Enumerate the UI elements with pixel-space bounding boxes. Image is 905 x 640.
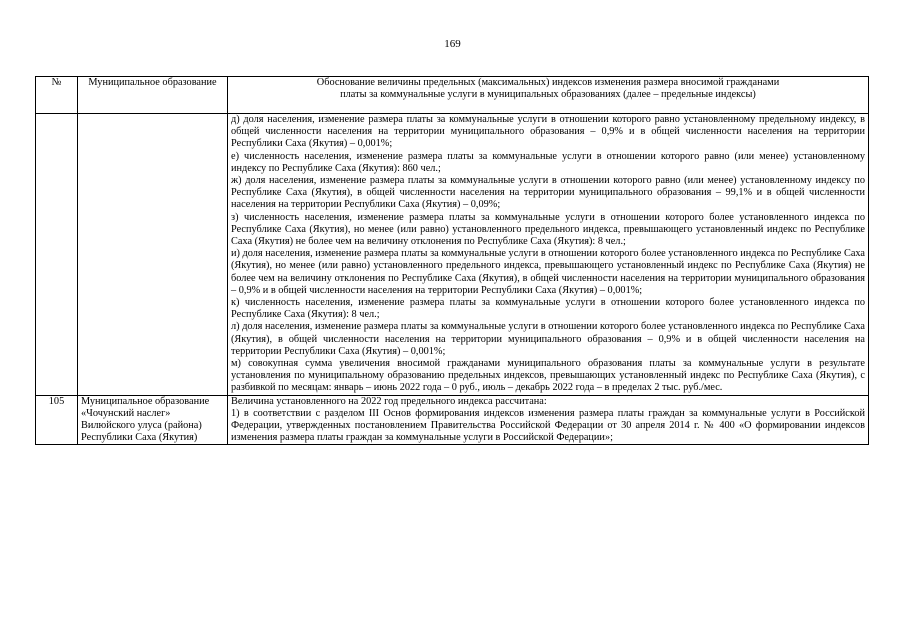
page-number: 169 xyxy=(444,38,461,50)
paragraph-m: м) совокупная сумма увеличения вносимой гражданами муниципального образования платы за коммунальные услуги в результате установления по муниципальному образованию предельных индексов, превышающих установленный индекс по Республике Саха (Якутия), с разбивкой по месяцам: январь – июнь 2022 года – 0 руб., июль – декабрь 2022 года – в пределах 2 тыс. руб./мес. xyxy=(231,358,865,394)
table-row-105 xyxy=(36,395,869,445)
paragraph-e: е) численность населения, изменение размера платы за коммунальные услуги в отношении которого равно (или менее) установленному индексу по Республике Саха (Якутия): 860 чел.; xyxy=(231,150,865,174)
header-justification-line1: Обоснование величины предельных (максимальных) индексов изменения размера вносимой гражданами xyxy=(316,77,780,88)
row-number-cell xyxy=(36,114,78,396)
paragraph-zh: ж) доля населения, изменение размера платы за коммунальные услуги в отношении которого равно (или менее) установленному индексу по Республике Саха (Якутия), в общей численности населения на территории муниципального образования – 99,1% и в общей численности населения на территории Республики Саха (Якутия) – 0,09%; xyxy=(231,175,865,211)
municipality-cell xyxy=(78,114,228,396)
header-number: № xyxy=(36,77,78,114)
paragraph-i: и) доля населения, изменение размера платы за коммунальные услуги в отношении которого более установленного индекса по Республике Саха (Якутия), но менее (или равно) установленного предельного индекса, превышающего установленный индекс по Республике Саха (Якутия) не более чем на величину отклонения по Республике Саха (Якутия), в общей численности населения на территории муниципального образования – 0,9% и в общей численности населения на территории Республики Саха (Якутия) – 0,001%; xyxy=(231,248,865,296)
paragraph-d: д) доля населения, изменение размера платы за коммунальные услуги в отношении которого равно установленному предельному индексу, в общей численности населения на территории муниципального образования – 0,9% и в общей численности населения на территории Республики Саха (Якутия) – 0,001%; xyxy=(231,114,865,150)
paragraph-k: к) численность населения, изменение размера платы за коммунальные услуги в отношении которого более установленного индекса по Республике Саха (Якутия): 8 чел.; xyxy=(231,297,865,321)
municipality-cell: Муниципальное образование «Чочунский наслег» Вилюйского улуса (района) Республики Саха (Якутия) xyxy=(78,395,228,445)
header-municipality: Муниципальное образование xyxy=(78,77,228,114)
header-justification-line2: платы за коммунальные услуги в муниципальных образованиях (далее – предельные индексы) xyxy=(340,89,756,100)
paragraph-z: з) численность населения, изменение размера платы за коммунальные услуги в отношении которого более установленного индекса по Республике Саха (Якутия), но менее (или равно) установленного предельного индекса, превышающего установленный индекс по Республике Саха (Якутия) не более чем на величину отклонения по Республике Саха (Якутия): 8 чел.; xyxy=(231,211,865,248)
paragraph-l: л) доля населения, изменение размера платы за коммунальные услуги в отношении которого более установленного индекса по Республике Саха (Якутия), в общей численности населения на территории муниципального образования – 0,9% и в общей численности населения на территории Республики Саха (Якутия) – 0,001%; xyxy=(231,321,865,357)
justification-table xyxy=(35,76,869,445)
paragraph-intro: Величина установленного на 2022 год предельного индекса рассчитана: xyxy=(231,395,547,407)
row-number-cell: 105 xyxy=(36,395,78,445)
table-row-continued xyxy=(36,114,869,396)
paragraph-1: 1) в соответствии с разделом III Основ формирования индексов изменения размера платы граждан за коммунальные услуги в Российской Федерации, утвержденных постановлением Правительства Российской Федерации от 30 апреля 2014 г. № 400 «О формировании индексов изменения размера платы граждан за коммунальные услуги в Российской Федерации»; xyxy=(231,407,865,444)
table-header-row xyxy=(36,77,869,114)
justification-cell xyxy=(228,114,869,396)
justification-cell xyxy=(228,395,869,445)
header-justification xyxy=(228,77,869,114)
